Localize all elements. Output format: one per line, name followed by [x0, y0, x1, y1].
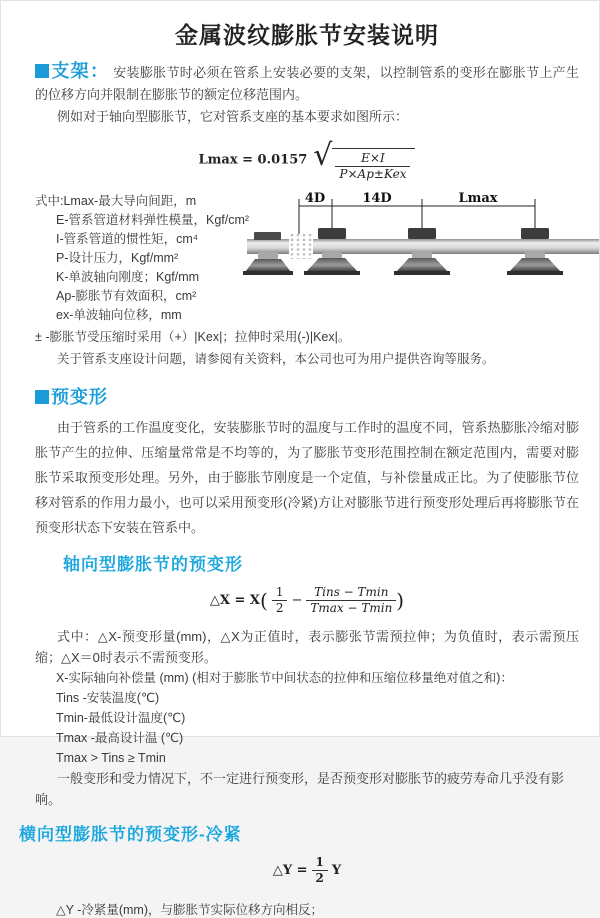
- close-paren: ): [396, 588, 405, 613]
- lmax-formula: [35, 138, 579, 182]
- blue-square-bullet-icon: [35, 64, 49, 78]
- axial-definition-line: Tmin-最低设计温度(℃): [56, 711, 186, 725]
- predeform-heading-label: 预变形: [51, 387, 108, 407]
- page-title: 金属波纹膨胀节安装说明: [175, 22, 439, 48]
- pipe-support-diagram: [247, 188, 599, 284]
- blue-square-bullet-icon: [35, 390, 49, 404]
- lateral-half-numerator: 1: [312, 855, 328, 871]
- t-frac-numerator: Tins − Tmin: [306, 585, 396, 601]
- definition-line: Ap-膨胀节有效面积，cm²: [56, 289, 197, 303]
- t-frac-denominator: Tmax − Tmin: [310, 601, 393, 615]
- predeform-body-paragraph: 由于管系的工作温度变化，安装膨胀节时的温度与工作时的温度不同，管系热膨胀冷缩对膨胀节产生的拉伸、压缩量常常是不均等的，为了膨胀节变形范围控制在额定范围内，需要对膨胀节采取预变形处理。另外，由于膨胀节刚度是一个定值，与补偿量成正比。为了使膨胀节位移对管系的作用力最小，也可以采用预变形(冷紧)方让对膨胀节进行预变形处理后再将膨胀节在预变形状态下安装在管系中。: [35, 420, 579, 535]
- open-paren: (: [260, 588, 268, 613]
- support-intro-paragraph: [35, 60, 579, 106]
- definition-line: P-设计压力，Kgf/mm²: [56, 251, 179, 265]
- lateral-formula: [35, 855, 579, 886]
- definition-line: E-管系管道材料弹性模量，Kgf/cm²: [56, 213, 250, 227]
- support-intro-text: 安装膨胀节时必须在管系上安装必要的支架，以控制管系的变形在膨胀节上产生的位移方向并限制在膨胀节的额定位移范围内。: [35, 65, 579, 102]
- definition-line: I-管系管道的惯性矩，cm⁴: [56, 232, 199, 246]
- sqrt-radical: [313, 138, 415, 182]
- axial-definition-line: X-实际轴向补偿量 (mm) (相对于膨胀节中间状态的拉伸和压缩位移量绝对值之和)：: [56, 671, 513, 685]
- lateral-formula-lhs: △Y =: [272, 863, 308, 878]
- minus-sign: −: [291, 593, 303, 608]
- lmax-formula-lhs: Lmax = 0.0157: [198, 152, 308, 168]
- dim-label-lmax: Lmax: [458, 191, 498, 206]
- axial-definition-line: Tins -安装温度(℃): [56, 691, 160, 705]
- lmax-formula-denominator: P×Ap±Kex: [339, 167, 407, 181]
- axial-definition-line: Tmax -最高设计温 (℃): [56, 731, 184, 745]
- support-section-heading: [35, 61, 110, 81]
- axial-explain-paragraph: 式中：△X-预变形量(mm)，△X为正值时，表示膨张节需预拉伸；为负值时，表示需预压缩；△X＝0时表示不需预变形。: [35, 629, 579, 665]
- definition-line: ex-单波轴向位移，mm: [56, 308, 182, 322]
- axial-note-line: 一般变形和受力情况下，不一定进行预变形，是否预变形对膨胀节的疲劳寿命几乎没有影响。: [35, 771, 565, 807]
- axial-formula: [35, 585, 579, 616]
- predeform-section-heading: [35, 383, 579, 409]
- definition-line: 式中:Lmax-最大导向间距，m: [35, 194, 197, 208]
- axial-formula-lhs: △X = X: [209, 593, 260, 608]
- pm-note-line: ± -膨胀节受压缩时采用（+）|Kex|；拉伸时采用(-)|Kex|。: [35, 330, 351, 344]
- definitions-and-diagram: [35, 192, 579, 325]
- sqrt-sign-glyph: √: [313, 138, 333, 173]
- lateral-formula-rhs: Y: [331, 863, 342, 878]
- support-heading-label: 支架：: [51, 61, 110, 81]
- dim-label-4d: 4D: [304, 191, 326, 206]
- half-denominator: 2: [275, 601, 284, 615]
- lateral-subheading: 横向型膨胀节的预变形-冷紧: [19, 825, 242, 844]
- support-example-line: 例如对于轴向型膨胀节，它对管系支座的基本要求如图所示：: [57, 109, 409, 124]
- half-numerator: 1: [272, 585, 288, 601]
- axial-definition-list: [35, 668, 579, 768]
- dim-label-14d: 14D: [362, 191, 392, 206]
- definition-line: K-单波轴向刚度；Kgf/mm: [56, 270, 200, 284]
- service-note-line: 关于管系支座设计问题，请参阅有关资料，本公司也可为用户提供咨询等服务。: [57, 352, 495, 366]
- axial-definition-line: Tmax > Tins ≥ Tmin: [56, 751, 166, 765]
- lmax-formula-numerator: E×I: [335, 151, 410, 167]
- lateral-note-line: △Y -冷紧量(mm)，与膨胀节实际位移方向相反；: [56, 903, 324, 917]
- axial-subheading: 轴向型膨胀节的预变形: [63, 555, 243, 574]
- lateral-half-denominator: 2: [315, 871, 324, 885]
